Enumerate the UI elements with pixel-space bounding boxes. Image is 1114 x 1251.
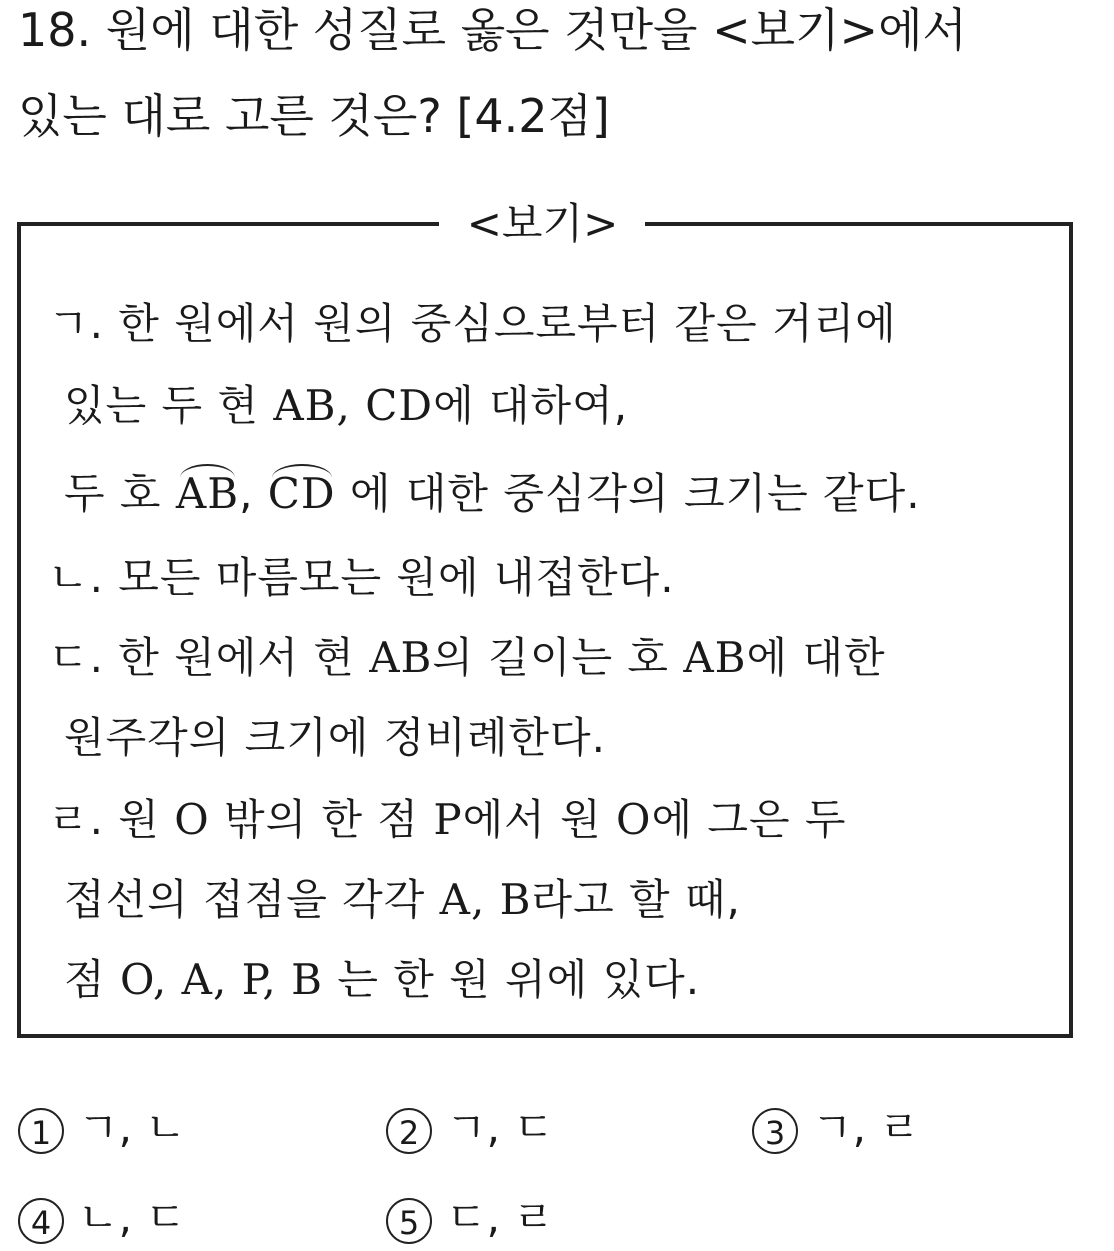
math-ab: A, B bbox=[439, 875, 532, 924]
text: 에서 원 bbox=[462, 795, 617, 844]
statement-d-line-2 bbox=[64, 874, 741, 926]
statement-d-line-3 bbox=[64, 954, 700, 1006]
math-o: O bbox=[616, 795, 652, 844]
question-line-1: 18. 원에 대한 성질로 옳은 것만을 <보기>에서 bbox=[18, 3, 967, 57]
text: 밖의 한 점 bbox=[209, 795, 434, 844]
choice-text: ㄱ, ㄴ bbox=[78, 1103, 186, 1152]
text: 에 대한 bbox=[746, 633, 886, 682]
statement-d-line-1 bbox=[48, 794, 846, 846]
math-arc-ab: AB bbox=[683, 633, 747, 682]
question-line-2: 있는 대로 고른 것은? [4.2점] bbox=[18, 89, 610, 143]
text: 라고 할 때, bbox=[531, 875, 741, 924]
statement-a-line-1: ㄱ. 한 원에서 원의 중심으로부터 같은 거리에 bbox=[48, 299, 897, 348]
choice-text: ㄱ, ㄹ bbox=[812, 1103, 920, 1152]
text: 는 한 원 위에 있다. bbox=[322, 955, 701, 1004]
math-chords: AB, CD bbox=[273, 381, 434, 430]
choice-number: 2 bbox=[386, 1108, 432, 1154]
box-border-top-right bbox=[645, 222, 1073, 226]
text: 에 그은 두 bbox=[651, 795, 847, 844]
statement-b-line-1: ㄴ. 모든 마름모는 원에 내접한다. bbox=[48, 553, 675, 602]
math-chord-ab: AB bbox=[369, 633, 433, 682]
box-border-right bbox=[1069, 222, 1073, 1038]
text: 접선의 접점을 각각 bbox=[64, 875, 440, 924]
choice-number: 5 bbox=[386, 1198, 432, 1244]
statement-c-line-2: 원주각의 크기에 정비례한다. bbox=[64, 713, 606, 762]
math-o: O bbox=[174, 795, 210, 844]
choice-number: 3 bbox=[752, 1108, 798, 1154]
box-border-bottom bbox=[17, 1034, 1073, 1038]
math-p: P bbox=[433, 795, 463, 844]
arc-ab: AB bbox=[175, 469, 240, 518]
choice-5[interactable] bbox=[386, 1192, 554, 1244]
choice-text: ㄱ, ㄷ bbox=[446, 1103, 554, 1152]
choice-1[interactable] bbox=[18, 1102, 186, 1154]
text: 있는 두 현 bbox=[64, 381, 274, 430]
text: 의 길이는 호 bbox=[432, 633, 684, 682]
text: ㄷ. 한 원에서 현 bbox=[48, 633, 370, 682]
box-border-top-left bbox=[17, 222, 439, 226]
text: 두 호 bbox=[64, 469, 176, 518]
choice-number: 4 bbox=[18, 1198, 64, 1244]
box-border-left bbox=[17, 222, 21, 1038]
choice-2[interactable] bbox=[386, 1102, 554, 1154]
choice-text: ㄷ, ㄹ bbox=[446, 1193, 554, 1242]
math-oapb: O, A, P, B bbox=[119, 955, 323, 1004]
choice-4[interactable] bbox=[18, 1192, 186, 1244]
statement-c-line-1 bbox=[48, 632, 886, 684]
box-title: <보기> bbox=[466, 199, 619, 248]
text: 에 대하여, bbox=[433, 381, 629, 430]
arc-cd: CD bbox=[267, 469, 336, 518]
text: ㄹ. 원 bbox=[48, 795, 175, 844]
statement-a-line-3 bbox=[64, 468, 921, 520]
text: 점 bbox=[64, 955, 120, 1004]
text: 에 대한 중심각의 크기는 같다. bbox=[335, 469, 921, 518]
choice-3[interactable] bbox=[752, 1102, 920, 1154]
choice-text: ㄴ, ㄷ bbox=[78, 1193, 186, 1242]
comma: , bbox=[239, 469, 268, 518]
choice-number: 1 bbox=[18, 1108, 64, 1154]
statement-a-line-2 bbox=[64, 380, 628, 432]
